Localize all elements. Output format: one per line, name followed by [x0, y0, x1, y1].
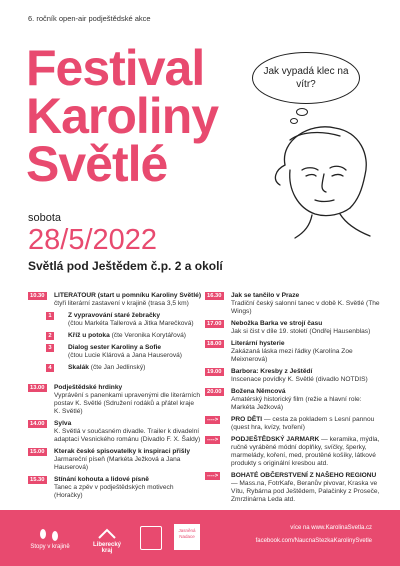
- event-time: 16.30: [207, 293, 222, 299]
- event-title: PODJEŠTĚDSKÝ JARMARK: [231, 436, 320, 443]
- footer-bar: [0, 510, 400, 566]
- nadace-logo: [174, 524, 200, 550]
- program-item: [28, 384, 202, 416]
- event-place: Světlá pod Ještědem č.p. 2 a okolí: [28, 259, 223, 273]
- event-title: Dialog sester Karoliny a Sofie: [68, 344, 162, 351]
- stop-number: 2: [46, 332, 54, 340]
- event-title: Literární hysterie: [231, 340, 285, 347]
- website-link[interactable]: více na www.KarolinaSvetla.cz: [290, 525, 372, 531]
- title-line-3: Světlé: [26, 136, 168, 192]
- event-title: BOHATÉ OBČERSTVENÍ Z NAŠEHO REGIONU: [231, 472, 377, 479]
- facebook-link[interactable]: facebook.com/NaucnaStezkaKarolinySvetle: [255, 538, 372, 544]
- event-desc: — cesta za pokladem s Lesní pannou (quest hra, kvízy, tvoření): [231, 416, 375, 431]
- edition-note: 6. ročník open-air podještědské akce: [28, 14, 151, 23]
- event-desc: Zakázaná láska mezi řádky (Karolína Zoe Meixnerová): [231, 348, 353, 363]
- coat-of-arms-icon: [140, 526, 162, 550]
- program-item: [205, 368, 380, 384]
- event-title: Barbora: Kresby z Ještědí: [231, 368, 313, 375]
- event-title: Sylva: [54, 420, 72, 427]
- event-desc: čtyři literární zastavení v krajině (trasa 3,5 km): [54, 300, 189, 307]
- event-title: Kříž u potoka: [68, 332, 110, 339]
- arrow-marker: ---->: [207, 417, 219, 423]
- event-time: 20.00: [207, 389, 222, 395]
- event-time: 18.00: [207, 341, 222, 347]
- event-title: LITERATOUR (start u pomníku Karoliny Světlé): [54, 292, 202, 299]
- event-desc: — keramika, mýdla, ručně vyráběné módní doplňky, svíčky, šperky, marmelády, koření, med, proutěné košíky, látkové produkty s originální kresbou atd.: [231, 436, 380, 467]
- event-title: Nebožka Barka ve strojí času: [231, 320, 323, 327]
- event-title: Kterak české spisovatelky k inspiraci přišly: [54, 448, 190, 455]
- logo-label: Stopy v krajině: [30, 544, 70, 550]
- event-desc: Amatérský historický film (režie a hlavní role: Markéta Ježková): [231, 396, 362, 411]
- event-desc: (čtou Lucie Klárová a Jana Hauserová): [68, 352, 182, 359]
- event-desc: (čtou Markéta Tallerová a Jitka Marečková): [68, 320, 194, 327]
- event-date: 28/5/2022: [28, 224, 158, 256]
- program-left-column: [28, 292, 202, 504]
- program-item: [205, 292, 380, 316]
- program-extra: [205, 416, 380, 432]
- event-title: Podještědské hrdinky: [54, 384, 123, 391]
- title-line-1: Festival: [26, 40, 205, 96]
- program-subitem: [28, 332, 202, 340]
- portrait-illustration: [250, 110, 390, 240]
- event-time: 15.30: [30, 477, 45, 483]
- speech-bubble: [252, 52, 360, 104]
- title-line-2: Karoliny: [26, 88, 219, 144]
- program-item: [28, 448, 202, 472]
- event-time: 19.00: [207, 369, 222, 375]
- liberecky-kraj-logo: [90, 528, 124, 554]
- event-time: 15.00: [30, 449, 45, 455]
- program-item: [205, 340, 380, 364]
- event-desc: Inscenace povídky K. Světlé (divadlo NOTDIS): [231, 376, 368, 383]
- arrow-marker: ---->: [207, 473, 219, 479]
- arrow-marker: ---->: [207, 437, 219, 443]
- bubble-text: Jak vypadá klec na vítr?: [263, 66, 349, 90]
- program-extra: [205, 472, 380, 504]
- stop-number: 3: [46, 344, 54, 352]
- event-desc: — Mass.na, FotrKafe, Beranův pivovar, Kraska ve Vítu, Rybárna pod Ještědem, Palačinky z Proseče, Zmrzlinárna Leda atd.: [231, 480, 380, 503]
- event-desc: Tanec a zpěv v podještědských motivech (Horačky): [54, 484, 174, 499]
- program-item: [28, 292, 202, 308]
- event-desc: Jarmareční píseň (Markéta Ježková a Jana Hauserová): [54, 456, 181, 471]
- footer-links: [256, 522, 372, 548]
- event-desc: Vyprávění s panenkami upravenými dle literárních postav K. Světlé (Sdružení rodáků a přátel kraje K. Světlé): [54, 392, 200, 415]
- stop-number: 1: [46, 312, 54, 320]
- event-time: 14.00: [30, 421, 45, 427]
- program-subitem: [28, 344, 202, 360]
- footprints-icon: [33, 528, 67, 542]
- program-item: [28, 476, 202, 500]
- event-title: Z vypravování staré žebračky: [68, 312, 160, 319]
- event-title: Skalák: [68, 364, 89, 371]
- stop-number: 4: [46, 364, 54, 372]
- event-desc: (čte Jan Jedlinský): [90, 364, 146, 371]
- event-desc: (čte Veronika Korytářová): [111, 332, 187, 339]
- event-time: 10.30: [30, 293, 45, 299]
- day-label: sobota: [28, 212, 62, 224]
- event-desc: K. Světlá v současném divadle. Trailer k divadelní adaptaci Vesnického románu (Divadlo F. X. Šaldy): [54, 428, 201, 443]
- kraj-emblem-icon: [97, 528, 117, 540]
- program-item: [205, 320, 380, 336]
- event-time: 13.00: [30, 385, 45, 391]
- event-title: Stínání kohouta a lidové písně: [54, 476, 149, 483]
- program-subitem: [28, 364, 202, 372]
- event-desc: Tradiční český salonní tanec v době K. Světlé (The Wings): [231, 300, 380, 315]
- program-subitem: [28, 312, 202, 328]
- program-right-column: [205, 292, 380, 508]
- festival-title: [26, 40, 219, 192]
- event-title: Božena Němcová: [231, 388, 286, 395]
- program-extra: [205, 436, 380, 468]
- event-desc: Jak si čist v díle 19. století (Ondřej Hausenblas): [231, 328, 371, 335]
- logo-label: Liberecký kraj: [92, 542, 122, 554]
- logo-label: Jasněná Nadace: [178, 528, 196, 539]
- stopy-v-krajine-logo: [30, 528, 70, 550]
- event-time: 17.00: [207, 321, 222, 327]
- event-title: Jak se tančilo v Praze: [231, 292, 300, 299]
- program-item: [28, 420, 202, 444]
- program-item: [205, 388, 380, 412]
- event-title: PRO DĚTI: [231, 416, 263, 423]
